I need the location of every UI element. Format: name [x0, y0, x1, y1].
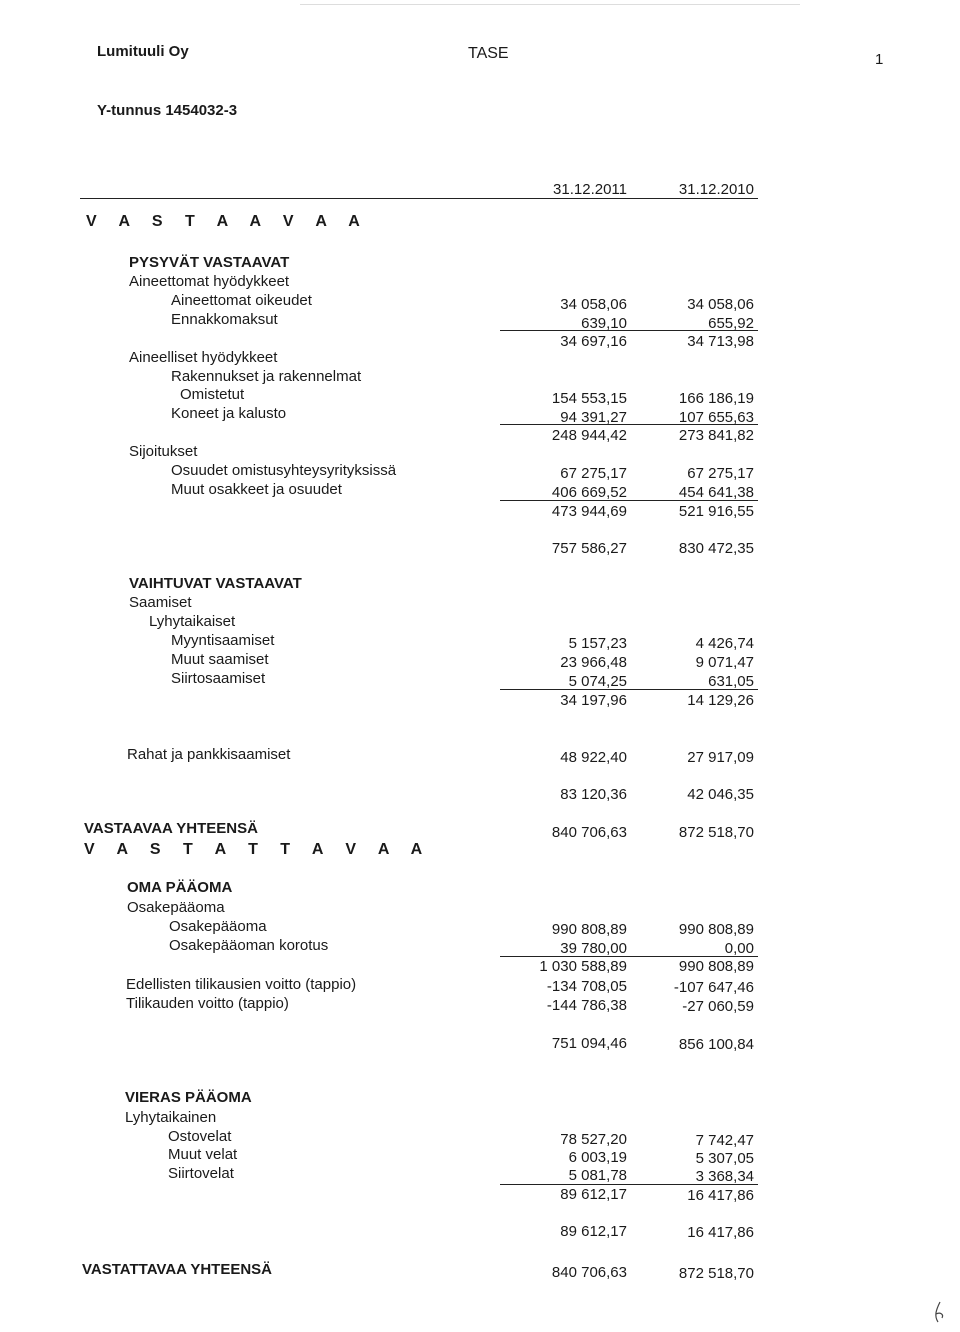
subtotal-2010: 16 417,86 [687, 1187, 754, 1204]
value-2010: 0,00 [724, 940, 754, 957]
equity-heading: OMA PÄÄOMA [127, 879, 233, 896]
value-2010: 631,05 [708, 673, 754, 690]
value-2010: 5 307,05 [695, 1150, 754, 1167]
subtotal-2010: 14 129,26 [687, 692, 754, 709]
value-2010: -27 060,59 [682, 998, 754, 1015]
value-2011: 39 780,00 [560, 940, 627, 957]
liabilities-total-2011: 840 706,63 [551, 1264, 627, 1281]
top-edge-rule [300, 4, 800, 5]
current-assets-total-2011: 83 120,36 [560, 786, 627, 803]
subtotal-2011: 1 030 588,89 [539, 958, 627, 975]
value-2011: 23 966,48 [560, 654, 627, 671]
value-2010: 67 275,17 [687, 465, 754, 482]
equity-total-2010: 856 100,84 [678, 1036, 754, 1053]
subtotal-rule [500, 424, 758, 425]
subtotal-2010: 34 713,98 [687, 333, 754, 350]
row-label: Osuudet omistusyhteysyrityksissä [171, 462, 397, 479]
value-2011: -144 786,38 [546, 997, 627, 1014]
intangible-assets-label: Aineettomat hyödykkeet [129, 273, 290, 290]
value-2010: 4 426,74 [695, 635, 754, 652]
investments-label: Sijoitukset [129, 443, 198, 460]
row-label: Omistetut [180, 386, 245, 403]
fixed-assets-total-2010: 830 472,35 [678, 540, 754, 557]
row-label: Koneet ja kalusto [171, 405, 287, 422]
value-2010: 9 071,47 [695, 654, 754, 671]
subtotal-rule [500, 500, 758, 501]
row-label: Muut velat [168, 1146, 238, 1163]
liabilities-heading: V A S T A T T A V A A [84, 841, 432, 858]
value-2011: 990 808,89 [551, 921, 627, 938]
value-2010: 454 641,38 [678, 484, 754, 501]
assets-total-label: VASTAAVAA YHTEENSÄ [84, 820, 258, 837]
value-2011: 5 157,23 [568, 635, 627, 652]
current-assets-total-2010: 42 046,35 [687, 786, 754, 803]
column-header-2010: 31.12.2010 [678, 181, 754, 198]
cash-label: Rahat ja pankkisaamiset [127, 746, 291, 763]
subtotal-2010: 521 916,55 [678, 503, 754, 520]
handwritten-initial-mark [930, 1300, 950, 1332]
value-2011: 406 669,52 [551, 484, 627, 501]
tangible-assets-label: Aineelliset hyödykkeet [129, 349, 278, 366]
fixed-assets-total-2011: 757 586,27 [551, 540, 627, 557]
value-2010: 34 058,06 [687, 296, 754, 313]
retained-earnings-label: Edellisten tilikausien voitto (tappio) [126, 976, 357, 993]
subtotal-rule [500, 956, 758, 957]
row-label: Myyntisaamiset [171, 632, 275, 649]
assets-total-2010: 872 518,70 [678, 824, 754, 841]
short-term-debt-label: Lyhytaikainen [125, 1109, 217, 1126]
value-2010: 166 186,19 [678, 390, 754, 407]
value-2011: 154 553,15 [551, 390, 627, 407]
business-id: Y-tunnus 1454032-3 [97, 102, 238, 119]
row-label: Muut saamiset [171, 651, 269, 668]
liabilities-total-label: VASTATTAVAA YHTEENSÄ [82, 1261, 273, 1278]
assets-total-2011: 840 706,63 [551, 824, 627, 841]
row-label: Muut osakkeet ja osuudet [171, 481, 342, 498]
company-name: Lumituuli Oy [97, 43, 189, 60]
value-2011: 639,10 [581, 315, 627, 332]
liabilities-total-2010: 872 518,70 [678, 1265, 754, 1282]
header-rule [80, 198, 758, 199]
equity-total-2011: 751 094,46 [551, 1035, 627, 1052]
subtotal-rule [500, 330, 758, 331]
row-label: Osakepääoman korotus [169, 937, 329, 954]
subtotal-2011: 34 197,96 [560, 692, 627, 709]
subtotal-2011: 34 697,16 [560, 333, 627, 350]
document-title: TASE [468, 45, 509, 62]
row-label: Siirtosaamiset [171, 670, 266, 687]
value-2010: -107 647,46 [673, 979, 754, 996]
current-assets-heading: VAIHTUVAT VASTAAVAT [129, 575, 302, 592]
subtotal-rule [500, 689, 758, 690]
value-2011: 6 003,19 [568, 1149, 627, 1166]
debt-total-2010: 16 417,86 [687, 1224, 754, 1241]
debt-total-2011: 89 612,17 [560, 1223, 627, 1240]
row-label: Siirtovelat [168, 1165, 234, 1182]
receivables-label: Saamiset [129, 594, 192, 611]
value-2011: 78 527,20 [560, 1131, 627, 1148]
value-2010: 7 742,47 [695, 1132, 754, 1149]
short-term-label: Lyhytaikaiset [149, 613, 236, 630]
profit-label: Tilikauden voitto (tappio) [126, 995, 289, 1012]
row-label: Ennakkomaksut [171, 311, 278, 328]
row-label: Osakepääoma [169, 918, 267, 935]
page-number: 1 [875, 51, 884, 68]
value-2011: 5 081,78 [568, 1167, 627, 1184]
value-2010: 990 808,89 [678, 921, 754, 938]
subtotal-2011: 89 612,17 [560, 1186, 627, 1203]
subtotal-2010: 990 808,89 [678, 958, 754, 975]
buildings-label: Rakennukset ja rakennelmat [171, 368, 362, 385]
subtotal-rule [500, 1184, 758, 1185]
subtotal-2010: 273 841,82 [678, 427, 754, 444]
assets-heading: V A S T A A V A A [86, 213, 369, 230]
value-2010: 655,92 [708, 315, 754, 332]
value-2011: 34 058,06 [560, 296, 627, 313]
value-2011: -134 708,05 [546, 978, 627, 995]
value-2010: 3 368,34 [695, 1168, 754, 1185]
value-2010: 107 655,63 [678, 409, 754, 426]
debt-heading: VIERAS PÄÄOMA [125, 1089, 252, 1106]
subtotal-2011: 248 944,42 [551, 427, 627, 444]
subtotal-2011: 473 944,69 [551, 503, 627, 520]
row-label: Ostovelat [168, 1128, 232, 1145]
value-2010: 27 917,09 [687, 749, 754, 766]
value-2011: 48 922,40 [560, 749, 627, 766]
value-2011: 67 275,17 [560, 465, 627, 482]
row-label: Aineettomat oikeudet [171, 292, 312, 309]
value-2011: 5 074,25 [568, 673, 627, 690]
column-header-2011: 31.12.2011 [553, 181, 627, 198]
value-2011: 94 391,27 [560, 409, 627, 426]
share-capital-label: Osakepääoma [127, 899, 225, 916]
fixed-assets-heading: PYSYVÄT VASTAAVAT [129, 254, 290, 271]
